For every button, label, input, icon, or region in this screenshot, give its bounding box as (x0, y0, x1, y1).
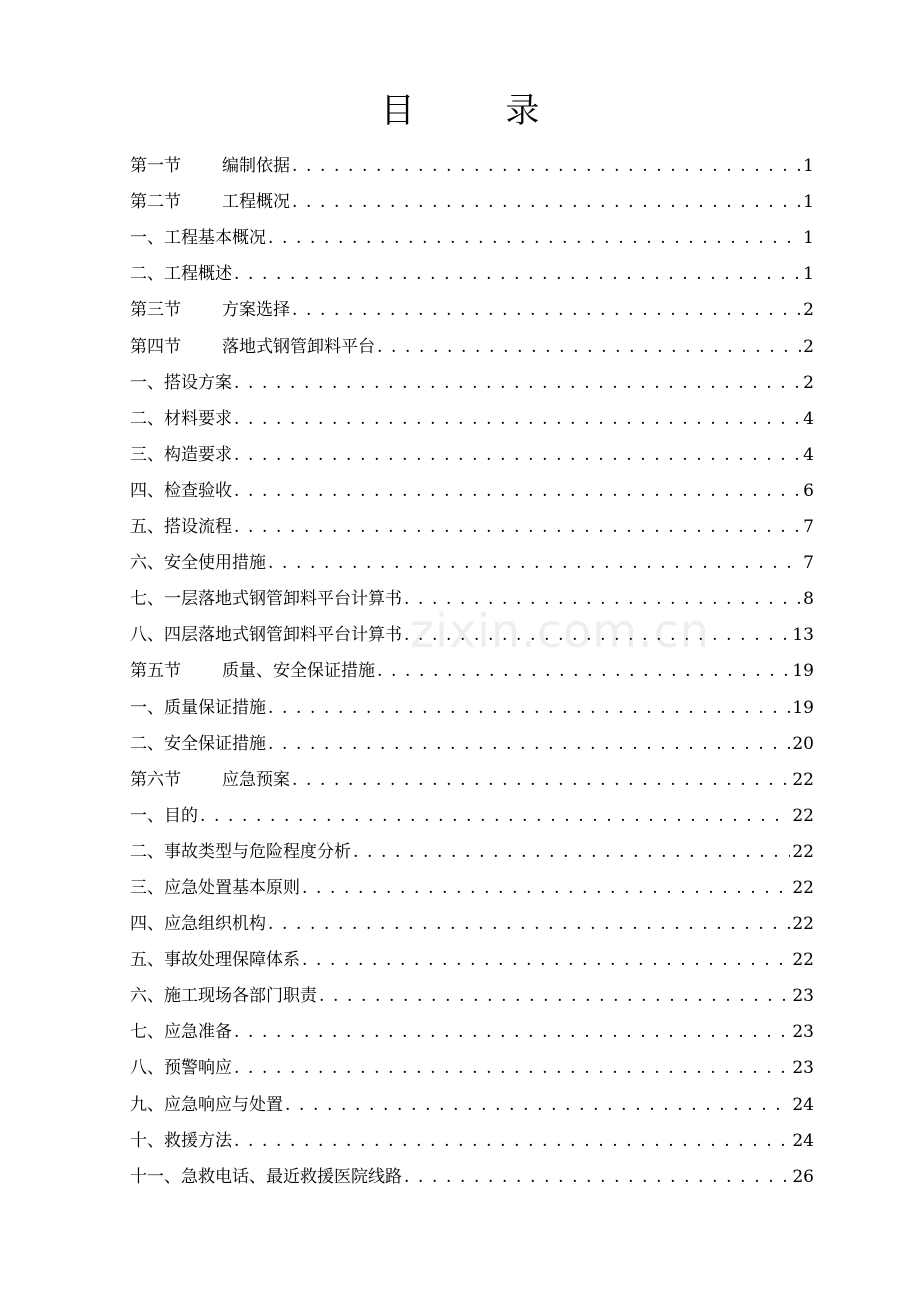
toc-entry-label: 一、质量保证措施 (130, 697, 266, 718)
toc-entry-title (130, 545, 266, 581)
dot-leader (300, 942, 790, 978)
toc-entry-label: 工程概况 (222, 192, 290, 213)
dot-leader (290, 184, 801, 220)
toc-entry-title (130, 220, 266, 256)
toc-page-number: 19 (792, 697, 814, 718)
toc-entry[interactable] (130, 834, 814, 870)
toc-entry-label: 质量、安全保证措施 (222, 661, 375, 682)
dot-leader (283, 1087, 790, 1123)
dot-leader (266, 220, 801, 256)
toc-entry-label: 三、构造要求 (130, 444, 232, 465)
toc-entry-label: 落地式钢管卸料平台 (222, 336, 375, 357)
toc-entry[interactable] (130, 365, 814, 401)
dot-leader (290, 762, 790, 798)
toc-page-number: 1 (803, 156, 814, 177)
toc-entry[interactable] (130, 689, 814, 725)
toc-page-number: 4 (803, 408, 814, 429)
toc-entry-title (130, 906, 266, 942)
toc-entry[interactable] (130, 653, 814, 689)
dot-leader (232, 365, 801, 401)
toc-entry-label: 四、应急组织机构 (130, 914, 266, 935)
toc-page-number: 24 (792, 1094, 814, 1115)
toc-entry-label: 一、工程基本概况 (130, 228, 266, 249)
toc-entry-label: 十、救援方法 (130, 1130, 232, 1151)
toc-entry[interactable] (130, 292, 814, 328)
toc-section-number: 第五节 (130, 661, 181, 682)
toc-entry[interactable] (130, 1086, 814, 1122)
toc-entry-title (130, 473, 232, 509)
toc-entry[interactable] (130, 978, 814, 1014)
watermark: zixin.com.cn (410, 604, 711, 658)
dot-leader (232, 1123, 790, 1159)
toc-entry-title (130, 617, 402, 653)
toc-page-number: 23 (792, 1022, 814, 1043)
toc-entry[interactable] (130, 401, 814, 437)
toc-entry-title (130, 834, 351, 870)
toc-section-number: 第二节 (130, 192, 181, 213)
toc-entry-title (130, 292, 290, 328)
dot-leader (232, 473, 801, 509)
toc-entry-label: 八、四层落地式钢管卸料平台计算书 (130, 625, 402, 646)
toc-entry-title (130, 1123, 232, 1159)
toc-entry-label: 七、一层落地式钢管卸料平台计算书 (130, 589, 402, 610)
toc-entry-label: 九、应急响应与处置 (130, 1094, 283, 1115)
toc-entry-label: 八、预警响应 (130, 1058, 232, 1079)
toc-entry-title (130, 401, 232, 437)
toc-entry-title (130, 329, 375, 365)
toc-entry-title (130, 148, 290, 184)
toc-page-number: 20 (792, 733, 814, 754)
toc-entry[interactable] (130, 148, 814, 184)
dot-leader (266, 726, 790, 762)
toc-page-number: 8 (803, 589, 814, 610)
toc-entry-title (130, 437, 232, 473)
toc-entry-label: 二、安全保证措施 (130, 733, 266, 754)
toc-entry-title (130, 365, 232, 401)
dot-leader (232, 1050, 790, 1086)
dot-leader (375, 329, 801, 365)
toc-entry-label: 方案选择 (222, 300, 290, 321)
toc-page-number: 23 (792, 1058, 814, 1079)
toc-page-number: 22 (792, 950, 814, 971)
toc-entry[interactable] (130, 545, 814, 581)
toc-entry-title (130, 690, 266, 726)
toc-entry-label: 三、应急处置基本原则 (130, 877, 300, 898)
dot-leader (402, 617, 790, 653)
toc-entry[interactable] (130, 762, 814, 798)
toc-entry-label: 编制依据 (222, 156, 290, 177)
toc-page-number: 7 (803, 517, 814, 538)
toc-entry[interactable] (130, 942, 814, 978)
toc-page-number: 22 (792, 841, 814, 862)
toc-page-number: 2 (803, 372, 814, 393)
toc-entry-title (130, 1087, 283, 1123)
toc-entry-title (130, 581, 402, 617)
dot-leader (300, 870, 790, 906)
toc-page-number: 1 (803, 228, 814, 249)
toc-page-number: 22 (792, 914, 814, 935)
toc-entry-label: 四、检查验收 (130, 480, 232, 501)
toc-entry[interactable] (130, 1050, 814, 1086)
toc-page-number: 2 (803, 336, 814, 357)
toc-page-number: 22 (792, 877, 814, 898)
dot-leader (266, 690, 790, 726)
toc-entry[interactable] (130, 473, 814, 509)
toc-entry-label: 二、工程概述 (130, 264, 232, 285)
toc-entry-title (130, 184, 290, 220)
toc-page-number: 4 (803, 444, 814, 465)
toc-page-number: 23 (792, 986, 814, 1007)
dot-leader (266, 545, 801, 581)
toc-page-number: 7 (803, 553, 814, 574)
toc-section-number: 第六节 (130, 769, 181, 790)
toc-entry[interactable] (130, 1014, 814, 1050)
toc-entry-label: 六、施工现场各部门职责 (130, 986, 317, 1007)
dot-leader (198, 798, 790, 834)
toc-entry[interactable] (130, 581, 814, 617)
toc-page-number: 24 (792, 1130, 814, 1151)
toc-entry-title (130, 256, 232, 292)
dot-leader (232, 1014, 790, 1050)
toc-section-number: 第一节 (130, 156, 181, 177)
dot-leader (290, 148, 801, 184)
toc-entry-label: 一、目的 (130, 805, 198, 826)
toc-entry-title (130, 1014, 232, 1050)
toc-entry[interactable] (130, 1159, 814, 1195)
toc-entry-label: 一、搭设方案 (130, 372, 232, 393)
toc-entry[interactable] (130, 509, 814, 545)
toc-entry-title (130, 1050, 232, 1086)
dot-leader (317, 978, 790, 1014)
toc-page-number: 1 (803, 192, 814, 213)
toc-page-number: 2 (803, 300, 814, 321)
toc-entry-title (130, 1159, 402, 1195)
toc-entry[interactable] (130, 870, 814, 906)
toc-entry-title (130, 726, 266, 762)
toc-entry-title (130, 762, 290, 798)
dot-leader (266, 906, 790, 942)
toc-page-number: 22 (792, 805, 814, 826)
toc-entry-label: 十一、急救电话、最近救援医院线路 (130, 1166, 402, 1187)
toc-page-number: 1 (803, 264, 814, 285)
toc-entry-label: 五、事故处理保障体系 (130, 950, 300, 971)
toc-entry-label: 二、事故类型与危险程度分析 (130, 841, 351, 862)
toc-entry-label: 七、应急准备 (130, 1022, 232, 1043)
dot-leader (375, 653, 790, 689)
dot-leader (232, 509, 801, 545)
toc-entry-title (130, 978, 317, 1014)
toc-entry-label: 五、搭设流程 (130, 517, 232, 538)
toc-page-number: 22 (792, 769, 814, 790)
dot-leader (402, 1159, 790, 1195)
toc-entry[interactable] (130, 1123, 814, 1159)
toc-entry-title (130, 798, 198, 834)
toc-section-number: 第三节 (130, 300, 181, 321)
toc-page-number: 19 (792, 661, 814, 682)
toc-entry[interactable] (130, 184, 814, 220)
toc-page-number: 26 (792, 1166, 814, 1187)
toc-entry-title (130, 653, 375, 689)
dot-leader (232, 401, 801, 437)
toc-entry[interactable] (130, 798, 814, 834)
table-of-contents (130, 148, 814, 1195)
toc-entry[interactable] (130, 328, 814, 364)
toc-entry-title (130, 942, 300, 978)
dot-leader (232, 437, 801, 473)
toc-entry-title (130, 870, 300, 906)
dot-leader (402, 581, 801, 617)
dot-leader (290, 292, 801, 328)
toc-entry[interactable] (130, 437, 814, 473)
toc-entry[interactable] (130, 726, 814, 762)
page-title: 目 录 (380, 91, 580, 131)
toc-entry[interactable] (130, 617, 814, 653)
toc-entry[interactable] (130, 256, 814, 292)
toc-section-number: 第四节 (130, 336, 181, 357)
dot-leader (351, 834, 790, 870)
toc-entry-label: 六、安全使用措施 (130, 553, 266, 574)
toc-entry-title (130, 509, 232, 545)
toc-entry[interactable] (130, 220, 814, 256)
toc-page-number: 13 (792, 625, 814, 646)
toc-page-number: 6 (803, 480, 814, 501)
dot-leader (232, 256, 801, 292)
toc-entry-label: 应急预案 (222, 769, 290, 790)
toc-entry-label: 二、材料要求 (130, 408, 232, 429)
toc-entry[interactable] (130, 906, 814, 942)
